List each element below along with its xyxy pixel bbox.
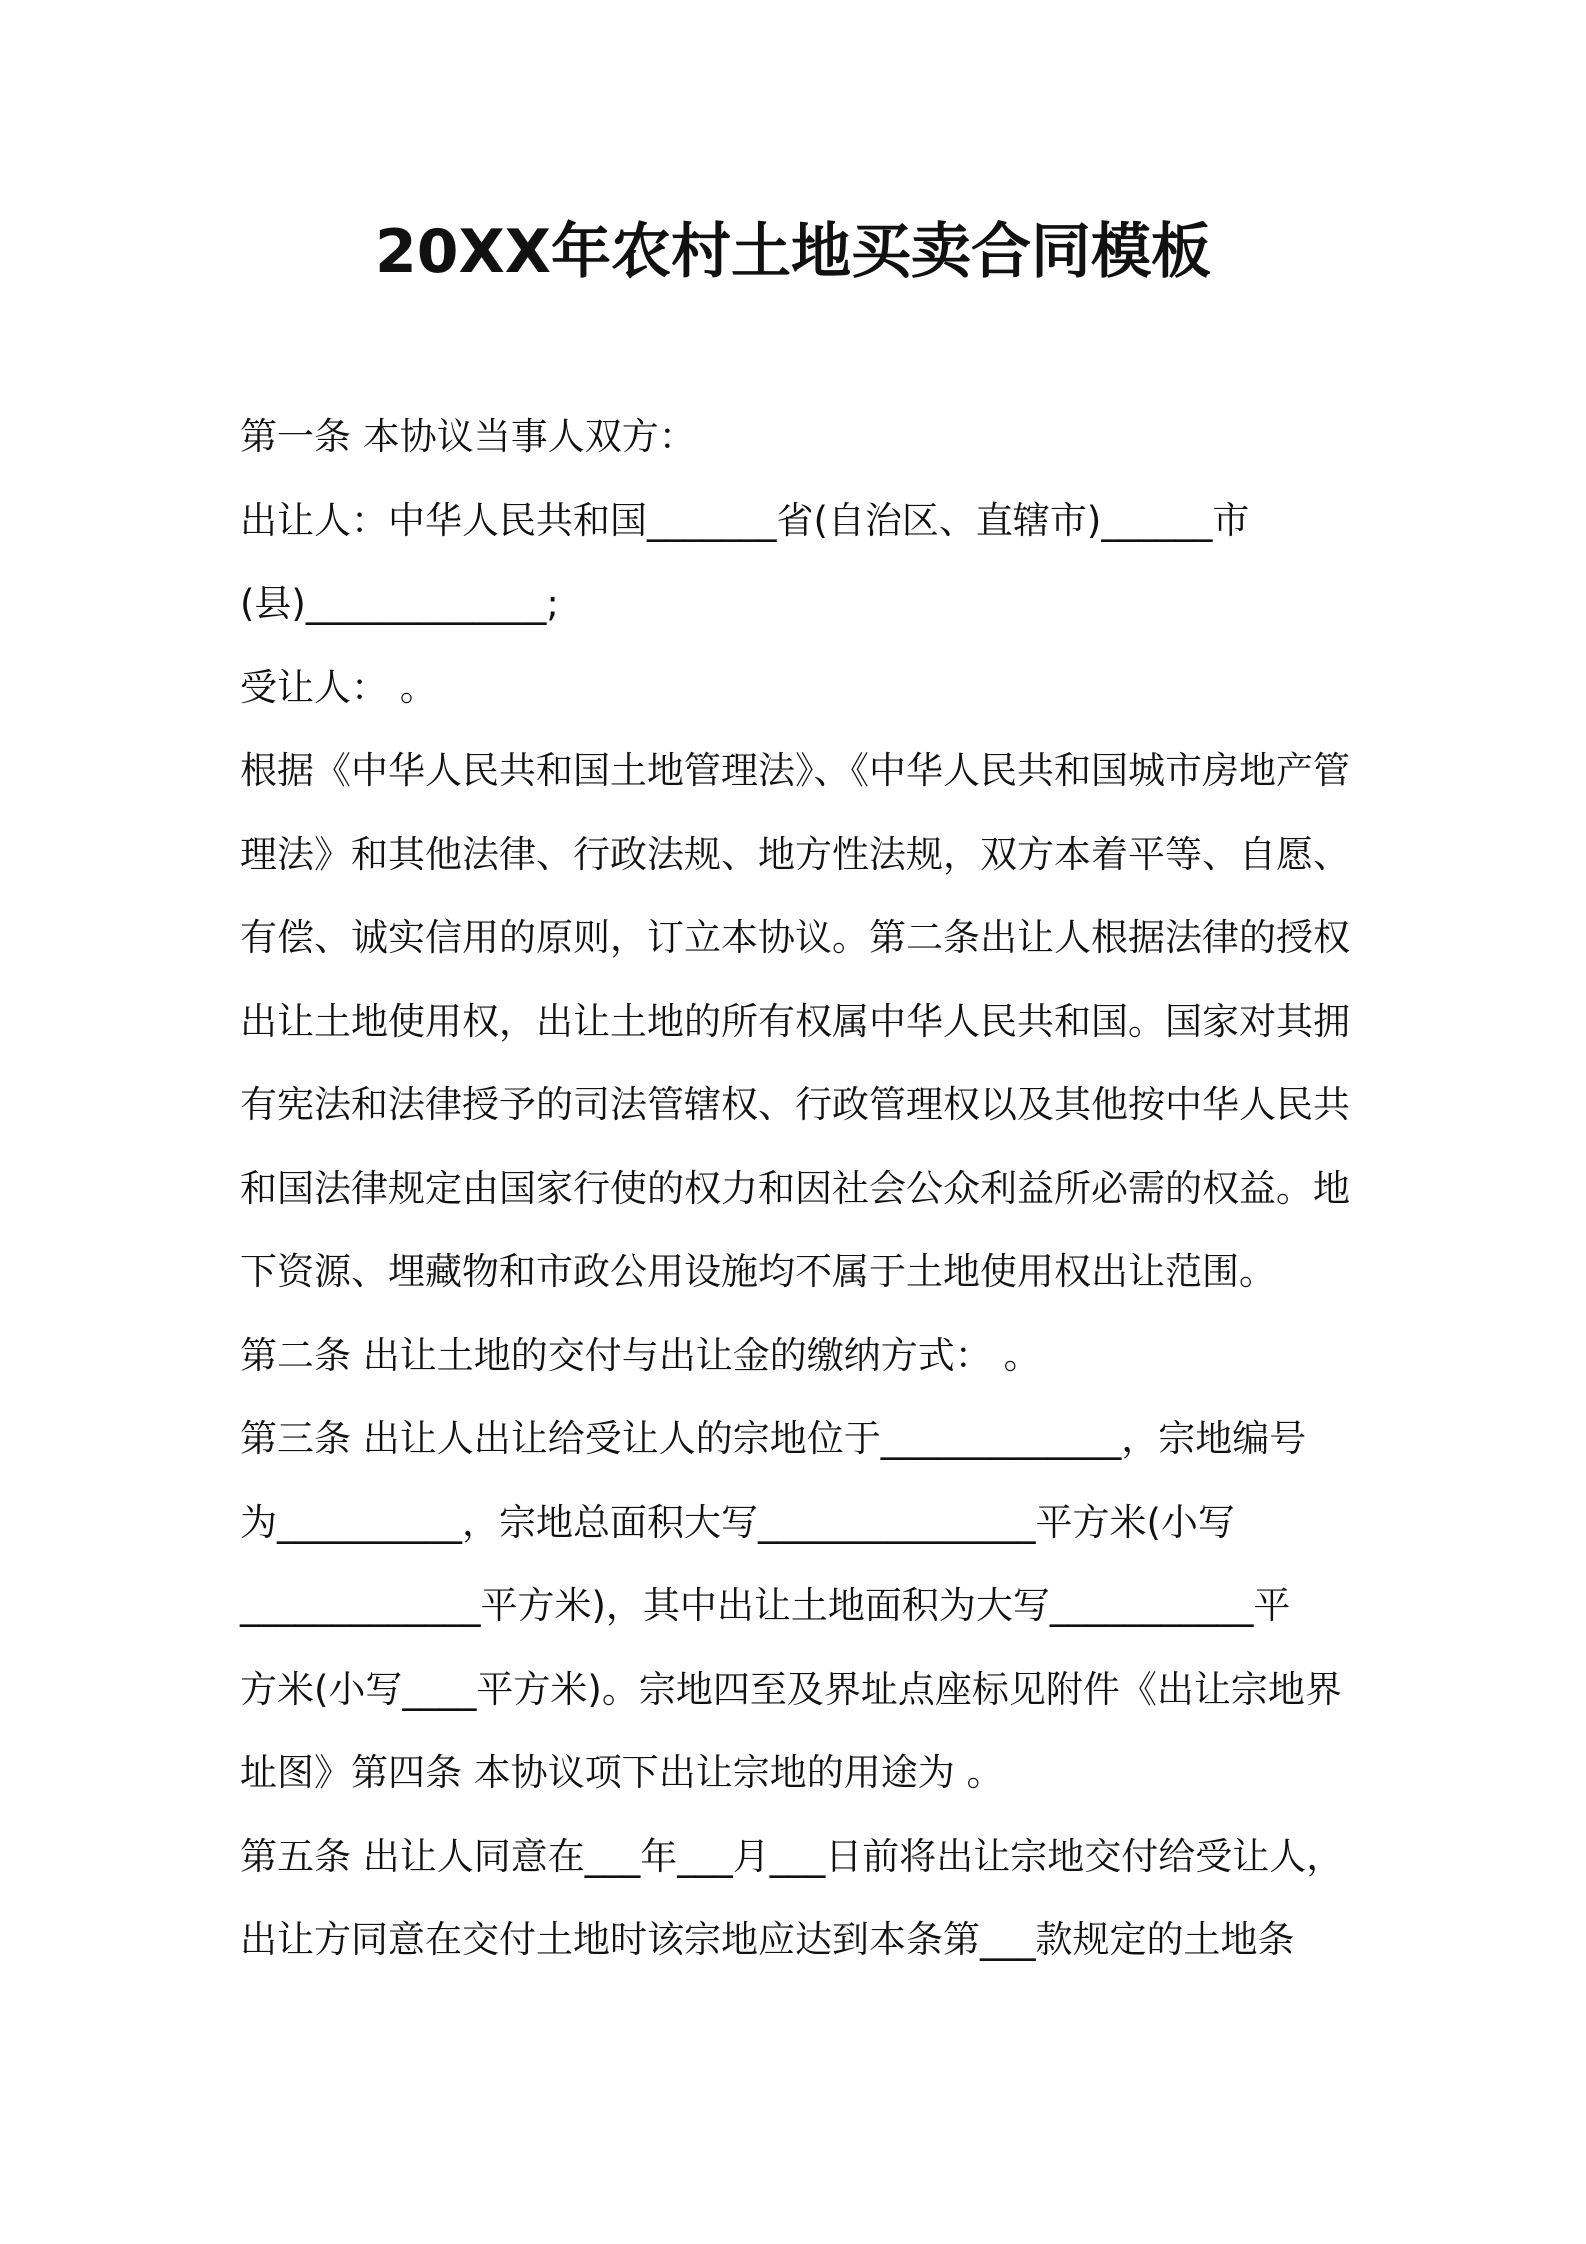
article-5-line-2: 出让方同意在交付土地时该宗地应达到本条第___款规定的土地条: [240, 1918, 1295, 1961]
transferee-line: 受让人： 。: [240, 665, 437, 709]
transferor-line-1: 出让人：中华人民共和国_______省(自治区、直辖市)______市: [240, 498, 1250, 542]
basis-paragraph-line-6: 和国法律规定由国家行使的权力和因社会公众利益所必需的权益。地: [240, 1166, 1350, 1210]
article-1-heading: 第一条 本协议当事人双方：: [240, 415, 696, 458]
basis-paragraph-line-3: 有偿、诚实信用的原则，订立本协议。第二条出让人根据法律的授权: [240, 916, 1350, 959]
document-title: 20XX年农村土地买卖合同模板: [374, 217, 1211, 287]
basis-paragraph-line-5: 有宪法和法律授予的司法管辖权、行政管理权以及其他按中华人民共: [240, 1083, 1350, 1126]
article-4-line: 址图》第四条 本协议项下出让宗地的用途为 。: [240, 1751, 1004, 1794]
article-3-line-4: 方米(小写____平方米)。宗地四至及界址点座标见附件《出让宗地界: [240, 1667, 1342, 1711]
transferor-line-2: (县)_____________;: [240, 582, 559, 625]
basis-paragraph-line-2: 理法》和其他法律、行政法规、地方性法规，双方本着平等、自愿、: [240, 832, 1350, 876]
article-3-line-1: 第三条 出让人出让给受让人的宗地位于_____________，宗地编号: [240, 1417, 1307, 1460]
article-2-line: 第二条 出让土地的交付与出让金的缴纳方式： 。: [240, 1333, 1041, 1377]
article-3-line-2: 为__________，宗地总面积大写_______________平方米(小写: [240, 1500, 1235, 1544]
document-body: [240, 405, 1360, 1992]
article-3-line-3: _____________平方米)，其中出让土地面积为大写___________平: [240, 1584, 1291, 1627]
basis-paragraph-line-7: 下资源、埋藏物和市政公用设施均不属于土地使用权出让范围。: [240, 1250, 1276, 1293]
basis-paragraph-line-4: 出让土地使用权，出让土地的所有权属中华人民共和国。国家对其拥: [240, 999, 1350, 1043]
article-5-line-1: 第五条 出让人同意在___年___月___日前将出让宗地交付给受让人，: [240, 1834, 1344, 1878]
basis-paragraph-line-1: 根据《中华人民共和国土地管理法》、《中华人民共和国城市房地产管: [240, 749, 1350, 792]
